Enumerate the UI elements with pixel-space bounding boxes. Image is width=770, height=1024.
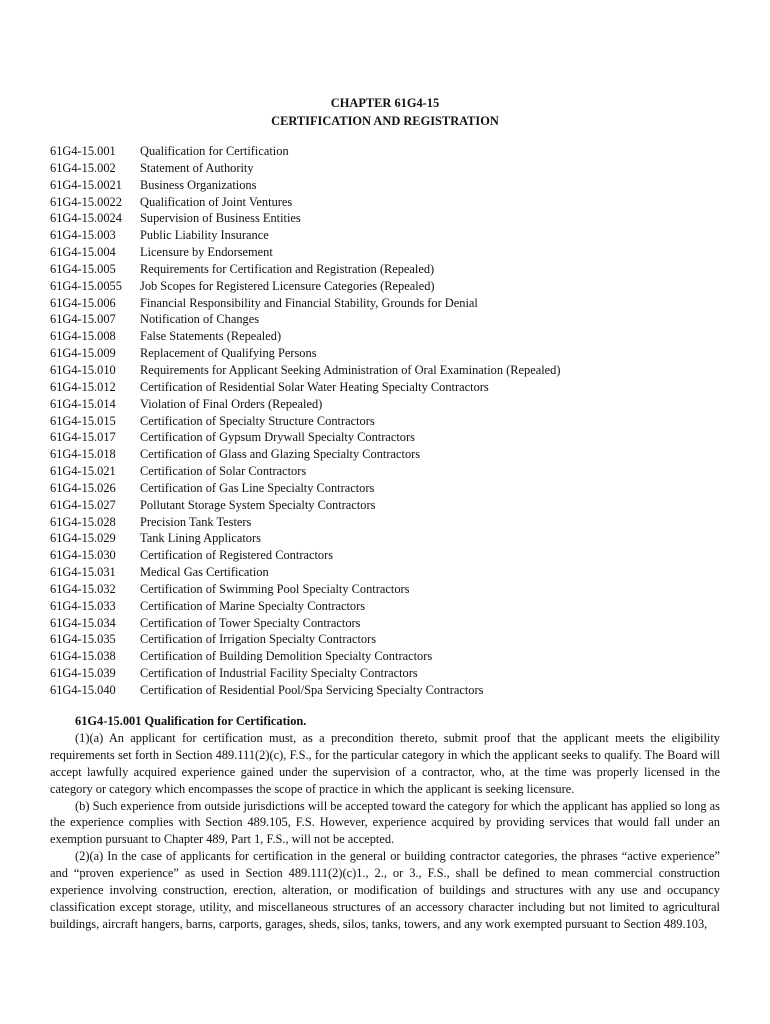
toc-rule-title: Precision Tank Testers: [140, 514, 252, 529]
toc-row: [50, 413, 730, 430]
toc-rule-number: 61G4-15.0024: [50, 211, 122, 226]
toc-rule-title: Certification of Marine Specialty Contractors: [140, 598, 366, 613]
toc-row: [50, 463, 730, 480]
toc-row: [50, 227, 730, 244]
toc-rule-number: 61G4-15.033: [50, 598, 116, 613]
toc-rule-title: Public Liability Insurance: [140, 228, 269, 243]
toc-rule-title: Qualification of Joint Ventures: [140, 194, 293, 209]
toc-row: [50, 682, 730, 699]
toc-rule-number: 61G4-15.001: [50, 144, 116, 158]
paragraph-2a: (2)(a) In the case of applicants for certification in the general or building contractor categories, the phrases “active experience” and “proven experience” as used in Section 489.111(2)(c)1., 2., or 3., F.S., shall be defined to mean commercial construction experience involving construction, erection, alteration, or modification of buildings and structures with any use and occupancy classification except storage, utility, and miscellaneous structures of an accessory character including but not limited to agricultural buildings, aircraft hangers, barns, carports, garages, sheds, silos, tanks, towers, and any work exempted pursuant to Section 489.103,: [50, 849, 720, 931]
toc-row: [50, 194, 730, 211]
toc-rule-number: 61G4-15.004: [50, 245, 116, 260]
toc-rule-title: Financial Responsibility and Financial Stability, Grounds for Denial: [140, 295, 478, 310]
toc-rule-number: 61G4-15.032: [50, 581, 116, 596]
toc-rule-title: Certification of Building Demolition Specialty Contractors: [140, 649, 433, 664]
toc-rule-title: Certification of Residential Solar Water Heating Specialty Contractors: [140, 379, 489, 394]
toc-rule-number: 61G4-15.040: [50, 683, 116, 697]
toc-row: [50, 615, 730, 632]
toc-row: [50, 345, 730, 362]
toc-rule-title: Qualification for Certification: [140, 144, 289, 158]
toc-rule-number: 61G4-15.003: [50, 228, 116, 243]
toc-rule-number: 61G4-15.002: [50, 160, 116, 175]
toc-rule-number: 61G4-15.039: [50, 666, 116, 681]
toc-rule-number: 61G4-15.006: [50, 295, 116, 310]
toc-rule-number: 61G4-15.009: [50, 346, 116, 361]
toc-rule-title: Certification of Tower Specialty Contractors: [140, 615, 361, 630]
toc-row: [50, 665, 730, 682]
toc-rule-title: Certification of Solar Contractors: [140, 464, 307, 479]
toc-rule-title: False Statements (Repealed): [140, 329, 282, 344]
toc-rule-number: 61G4-15.015: [50, 413, 116, 428]
toc-rule-number: 61G4-15.028: [50, 514, 116, 529]
toc-row: [50, 446, 730, 463]
toc-rule-title: Certification of Swimming Pool Specialty Contractors: [140, 581, 410, 596]
toc-rule-title: Certification of Irrigation Specialty Contractors: [140, 632, 377, 647]
toc-rule-title: Certification of Registered Contractors: [140, 548, 334, 563]
toc-rule-number: 61G4-15.021: [50, 464, 116, 479]
toc-row: [50, 648, 730, 665]
toc-rule-number: 61G4-15.007: [50, 312, 116, 327]
toc-row: [50, 244, 730, 261]
toc-row: [50, 278, 730, 295]
toc-rule-title: Certification of Gas Line Specialty Contractors: [140, 480, 375, 495]
toc-row: [50, 261, 730, 278]
toc-rule-title: Certification of Specialty Structure Contractors: [140, 413, 375, 428]
toc-rule-number: 61G4-15.012: [50, 379, 116, 394]
toc-rule-title: Medical Gas Certification: [140, 565, 269, 580]
toc-rule-number: 61G4-15.026: [50, 480, 116, 495]
toc-rule-number: 61G4-15.035: [50, 632, 116, 647]
toc-row: [50, 547, 730, 564]
paragraph-1a: (1)(a) An applicant for certification must, as a precondition thereto, submit proof that the applicant meets the eligibility requirements set forth in Section 489.111(2)(c), F.S., for the particular category in which the applicant seeks to qualify. The Board will accept lawfully acquired experience gained under the supervision of a contractor, who, at the time was properly licensed in the category or category which encompasses the scope of practice in which the applicant is seeking licensure.: [50, 730, 720, 796]
toc-rule-title: Certification of Glass and Glazing Specialty Contractors: [140, 447, 421, 462]
toc-row: [50, 480, 730, 497]
toc-row: [50, 328, 730, 345]
toc-rule-number: 61G4-15.030: [50, 548, 116, 563]
toc-row: [50, 177, 730, 194]
toc-rule-number: 61G4-15.0022: [50, 194, 122, 209]
toc-rule-title: Replacement of Qualifying Persons: [140, 346, 317, 361]
toc-rule-title: Licensure by Endorsement: [140, 245, 273, 260]
toc-rule-number: 61G4-15.034: [50, 615, 116, 630]
chapter-title: CERTIFICATION AND REGISTRATION: [271, 114, 499, 128]
toc-rule-number: 61G4-15.014: [50, 396, 116, 411]
toc-rule-title: Notification of Changes: [140, 312, 260, 327]
toc-rule-title: Job Scopes for Registered Licensure Categories (Repealed): [140, 278, 435, 293]
toc-rule-number: 61G4-15.0055: [50, 278, 122, 293]
toc-rule-title: Supervision of Business Entities: [140, 211, 301, 226]
toc-rule-title: Requirements for Certification and Registration (Repealed): [140, 261, 435, 276]
section-heading: 61G4-15.001 Qualification for Certification.: [75, 714, 307, 728]
toc-rule-title: Statement of Authority: [140, 160, 254, 175]
toc-rule-title: Business Organizations: [140, 177, 257, 192]
toc-rule-title: Requirements for Applicant Seeking Administration of Oral Examination (Repealed): [140, 362, 561, 377]
table-of-contents: [50, 143, 730, 699]
chapter-heading: [0, 94, 770, 130]
toc-row: [50, 530, 730, 547]
chapter-number: CHAPTER 61G4-15: [330, 96, 440, 110]
toc-rule-number: 61G4-15.005: [50, 261, 116, 276]
toc-rule-number: 61G4-15.017: [50, 430, 116, 445]
toc-row: [50, 631, 730, 648]
toc-row: [50, 160, 730, 177]
toc-rule-number: 61G4-15.038: [50, 649, 116, 664]
toc-row: [50, 497, 730, 514]
toc-row: [50, 379, 730, 396]
toc-rule-title: Pollutant Storage System Specialty Contractors: [140, 497, 376, 512]
toc-rule-title: Certification of Gypsum Drywall Specialty Contractors: [140, 430, 415, 445]
toc-rule-number: 61G4-15.0021: [50, 177, 122, 192]
toc-row: [50, 581, 730, 598]
toc-rule-number: 61G4-15.018: [50, 447, 116, 462]
toc-row: [50, 396, 730, 413]
toc-rule-title: Certification of Industrial Facility Specialty Contractors: [140, 666, 418, 681]
toc-row: [50, 429, 730, 446]
toc-row: [50, 598, 730, 615]
paragraph-1b: (b) Such experience from outside jurisdictions will be accepted toward the category for which the applicant has applied so long as the experience complies with Section 489.105, F.S. However, experience acquired by providing services that would fall under an exemption pursuant to Chapter 489, Part 1, F.S., will not be accepted.: [50, 798, 720, 847]
toc-rule-number: 61G4-15.008: [50, 329, 116, 344]
toc-rule-number: 61G4-15.029: [50, 531, 116, 546]
toc-row: [50, 311, 730, 328]
toc-row: [50, 295, 730, 312]
toc-row: [50, 564, 730, 581]
toc-row: [50, 362, 730, 379]
toc-rule-number: 61G4-15.031: [50, 565, 116, 580]
toc-row: [50, 143, 730, 160]
toc-rule-number: 61G4-15.010: [50, 362, 116, 377]
section-body: [50, 713, 720, 933]
toc-rule-title: Certification of Residential Pool/Spa Servicing Specialty Contractors: [140, 683, 484, 697]
toc-rule-number: 61G4-15.027: [50, 497, 116, 512]
toc-rule-title: Tank Lining Applicators: [140, 531, 261, 546]
toc-row: [50, 210, 730, 227]
toc-row: [50, 514, 730, 531]
toc-rule-title: Violation of Final Orders (Repealed): [140, 396, 323, 411]
